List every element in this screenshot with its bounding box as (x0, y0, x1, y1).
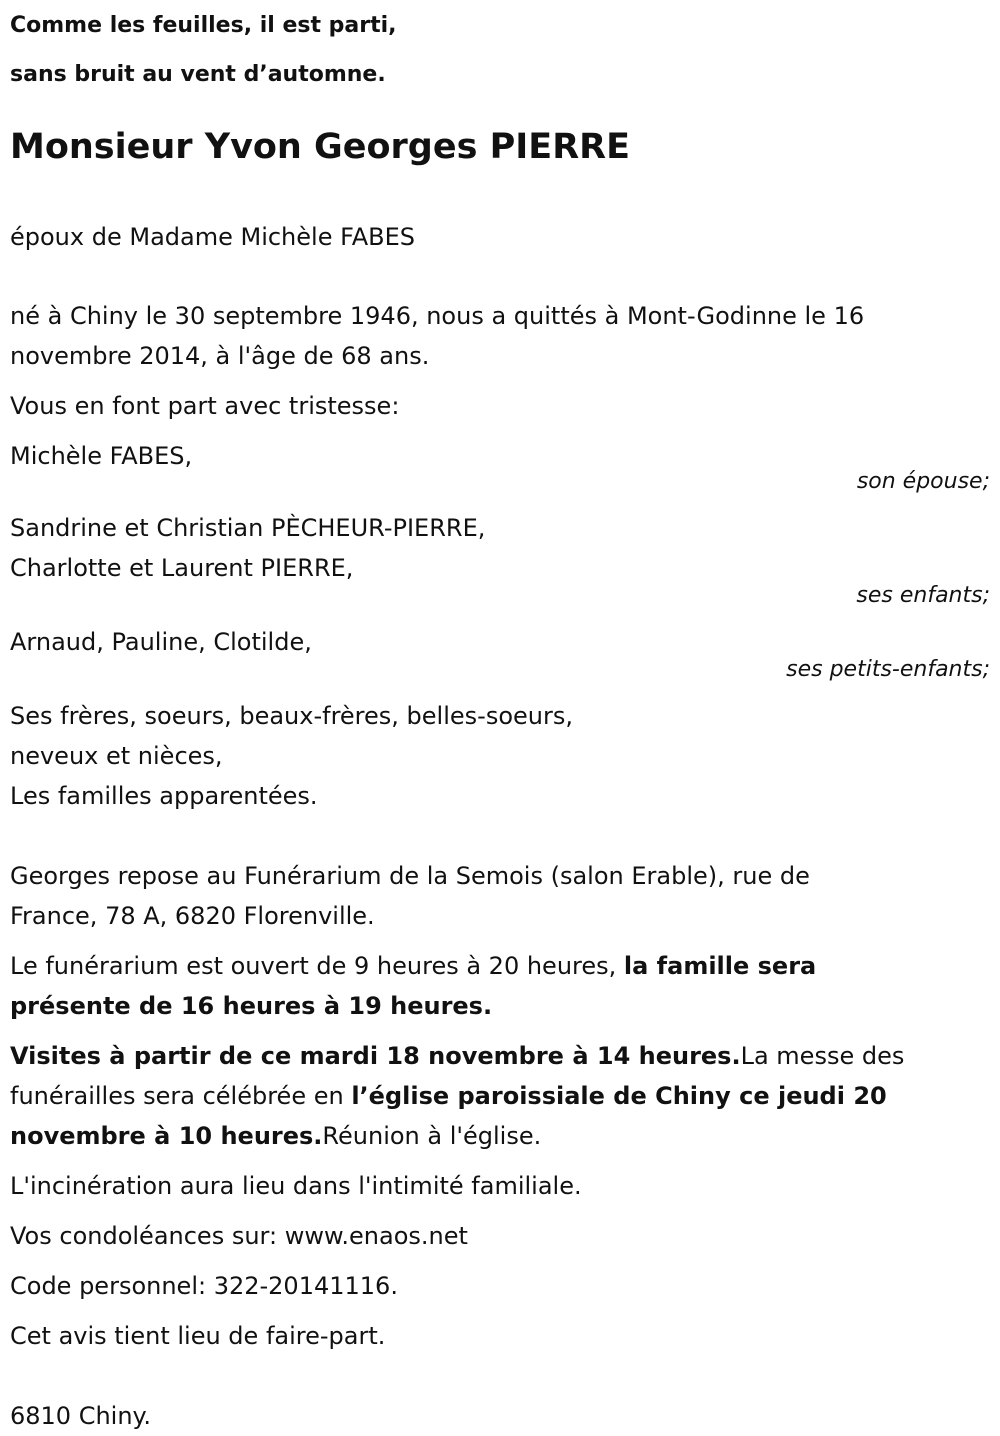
birth-death-line-1: né à Chiny le 30 septembre 1946, nous a quittés à Mont-Godinne le 16 (10, 302, 865, 330)
poem-line-1: Comme les feuilles, il est parti, (10, 13, 397, 38)
family-grandchildren-block (10, 622, 990, 682)
visits-line-3 (10, 1116, 990, 1156)
place-line: 6810 Chiny. (10, 1402, 151, 1430)
visits-line-2 (10, 1076, 990, 1116)
notice-line: Cet avis tient lieu de faire-part. (10, 1322, 386, 1350)
family-grandchildren: Arnaud, Pauline, Clotilde, (10, 628, 312, 656)
family-spouse-block (10, 436, 990, 494)
family-extended-block (10, 696, 990, 816)
relation-spouse: son épouse; (856, 469, 990, 494)
family-relatives: Les familles apparentées. (10, 782, 318, 810)
poem-line-2: sans bruit au vent d’automne. (10, 62, 386, 87)
relation-children: ses enfants; (856, 583, 990, 608)
visits-text-1: La messe des (740, 1042, 905, 1070)
spouse-line: époux de Madame Michèle FABES (10, 223, 415, 251)
visits-and-mass (10, 1036, 990, 1156)
hours-bold-2: présente de 16 heures à 19 heures. (10, 992, 493, 1020)
relation-grandchildren: ses petits-enfants; (786, 657, 990, 682)
hours-line-1 (10, 946, 990, 986)
birth-death-info (10, 296, 990, 376)
obituary-notice (10, 0, 990, 1436)
visits-bold-1: Visites à partir de ce mardi 18 novembre à 14 heures. (10, 1042, 741, 1070)
family-siblings-1: Ses frères, soeurs, beaux-frères, belles-soeurs, (10, 702, 573, 730)
rest-line-1: Georges repose au Funérarium de la Semois (salon Erable), rue de (10, 862, 810, 890)
visits-text-2: funérailles sera célébrée en (10, 1082, 352, 1110)
family-child-2: Charlotte et Laurent PIERRE, (10, 554, 354, 582)
family-children-block (10, 508, 990, 608)
family-child-1: Sandrine et Christian PÈCHEUR-PIERRE, (10, 514, 486, 542)
personal-code-line: Code personnel: 322-20141116. (10, 1272, 398, 1300)
opening-hours (10, 946, 990, 1026)
birth-death-line-2: novembre 2014, à l'âge de 68 ans. (10, 342, 430, 370)
hours-text: Le funérarium est ouvert de 9 heures à 20 heures, (10, 952, 624, 980)
hours-bold-1: la famille sera (623, 952, 817, 980)
cremation-line: L'incinération aura lieu dans l'intimité familiale. (10, 1172, 582, 1200)
visits-text-3: Réunion à l'église. (322, 1122, 542, 1150)
rest-location (10, 856, 990, 936)
hours-line-2 (10, 986, 990, 1026)
visits-line-1 (10, 1036, 990, 1076)
deceased-name: Monsieur Yvon Georges PIERRE (10, 127, 631, 167)
condolences-line: Vos condoléances sur: www.enaos.net (10, 1222, 468, 1250)
rest-line-2: France, 78 A, 6820 Florenville. (10, 902, 375, 930)
family-siblings-2: neveux et nièces, (10, 742, 223, 770)
announcement: Vous en font part avec tristesse: (10, 392, 400, 420)
visits-bold-2: l’église paroissiale de Chiny ce jeudi 20 (351, 1082, 887, 1110)
visits-bold-3: novembre à 10 heures. (10, 1122, 323, 1150)
family-spouse-name: Michèle FABES, (10, 442, 193, 470)
